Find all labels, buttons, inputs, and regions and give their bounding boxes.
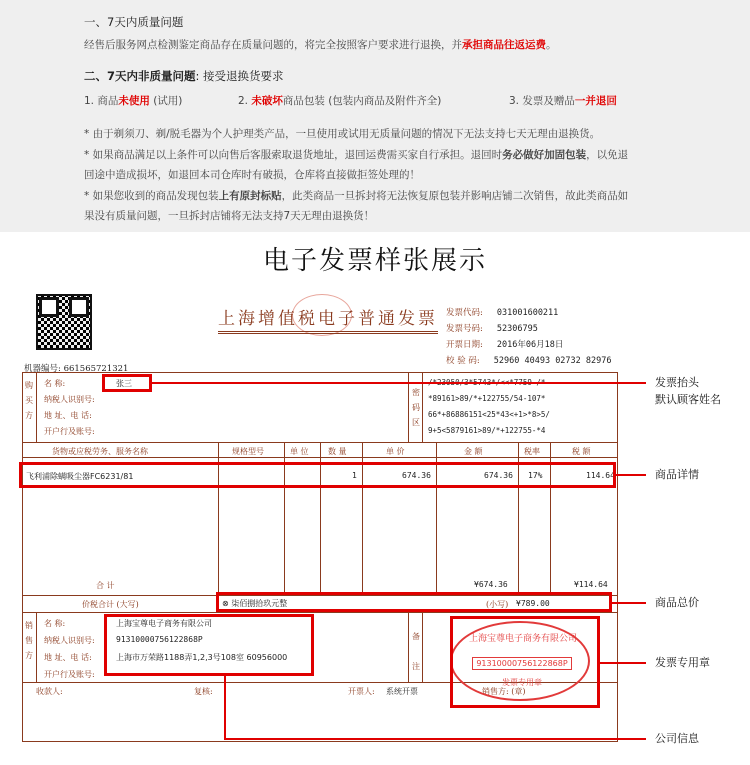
buyer-name: 张三 [116,379,132,388]
condition-2: 2. 未破坏商品包装 (包装内商品及附件齐全) [238,95,442,107]
stamp-highlight [450,616,600,708]
company-leader-line [224,738,646,740]
header-leader-line [152,382,646,384]
annotation-total: 商品总价 [655,596,699,609]
col-price: 单 价 [386,447,405,456]
invoice-date: 开票日期: 2016年06月18日 [446,340,564,350]
seller-address: 上海市万荣路1188弄1,2,3号108室 60956000 [116,653,288,662]
company-leader-vline [224,676,226,740]
drawer-name: 系统开票 [386,687,418,696]
subtotal-tax: ¥114.64 [574,580,608,589]
cipher-line-3: 66*+86886151<25*43<+1>*8>5/ [428,410,550,419]
total-lower: ¥789.00 [516,599,550,608]
note-3: * 如果您收到的商品发现包装上有原封标贴，此类商品一旦拆封将无法恢复原包装并影响店铺二次销售，故此类商品如 [84,190,629,202]
detail-leader-line [616,474,646,476]
col-amount: 金 额 [464,447,483,456]
item-name: 飞利浦除螨吸尘器FC6231/81 [26,472,134,481]
annotation-company: 公司信息 [655,732,699,745]
annotation-stamp: 发票专用章 [655,656,710,669]
cipher-line-2: *89161>89/*+122755/54-107* [428,394,546,403]
col-spec: 规格型号 [232,447,264,456]
subtotal-amount: ¥674.36 [474,580,508,589]
section1-title: 一、7天内质量问题 [84,15,184,29]
item-amount: 674.36 [484,471,513,480]
remark-side-label: 备注 [412,632,420,671]
item-price: 674.36 [402,471,431,480]
payee-label: 收款人: [36,687,63,696]
buyer-side-label: 购买方 [25,381,33,420]
col-qty: 数 量 [328,447,347,456]
item-tax: 114.64 [586,471,615,480]
item-rate: 17% [528,471,543,480]
page-heading: 电子发票样张展示 [262,246,487,276]
item-qty: 1 [352,471,357,480]
note-3-cont: 果没有质量问题，一旦拆封店铺将无法支持7天无理由退换货！ [84,210,375,222]
section1-highlight: 承担商品往返运费 [462,39,546,51]
cipher-line-4: 9+5<5879161>89/*+122755-*4 [428,426,546,435]
qr-code-icon [36,294,92,350]
reviewer-label: 复核: [194,687,213,696]
condition-1: 1. 商品未使用 (试用) [84,95,183,107]
invoice-title: 上海增值税电子普通发票 [218,304,438,329]
note-2: * 如果商品满足以上条件可以向售后客服索取退货地址，退回运费需买家自行承担。退回时务必做好加固包装，以免退 [84,149,629,161]
return-policy-panel [0,0,750,232]
annotation-detail: 商品详情 [655,468,699,481]
seller-side-label: 销售方 [25,621,33,660]
invoice-code: 发票代码: 031001600211 [446,308,559,318]
invoice-sample: 上海增值税电子普通发票 发票代码: 031001600211 发票号码: 52306795 开票日期: 2016年06月18日 校 验 码: 52960 40493 02732 82976 机器编号: 661565721321 购买方 密码区 名 称: 张三 纳税人识别号: 地 址、电 话: 开户行及账号: *89161>89/*+122755/54-107* 66*+86886151<25*43<+1>*8>5/ 9+5<5879161>89/*+122755-*4 货物或应税劳务、服务名称 规格型号 单 位 数 量 单 价 金 额 税率 税 额 飞利浦除螨吸尘器FC6231/81 1 674.36 674.36 17% 114.64 合 计 ¥674.36 ¥114.64 价税合计 (大写) ⊗ 柒佰捌拾玖元整 (小写) ¥789.00 销售方 备注 名 称: 上海宝尊电子商务有限公司 纳税人识别号: 91310000756122868P 地 址、电 话: 上海市万荣路1188弄1,2,3号108室 60956000 开户行及账号: 收款人: 复核: 开票人: 系统开票 销售方: (章) [22,290,618,765]
seller-stamp-label: 销售方: (章) [482,687,526,696]
section1-text: 经售后服务网点检测鉴定商品存在质量问题的，将完全按照客户要求进行退换，并承担商品往返运费。 [84,39,557,51]
note-2-cont: 回途中造成损坏，如退回本司仓库时有破损，仓库将直接做拒签处理的！ [84,169,420,181]
section2-title: 二、7天内非质量问题: 接受退换货要求 [84,69,284,83]
buyer-name-highlight [102,374,152,392]
total-label: 价税合计 (大写) [82,600,139,609]
annotation-header: 发票抬头 默认顾客姓名 [655,376,721,406]
col-name: 货物或应税劳务、服务名称 [52,447,148,456]
col-tax: 税 额 [572,447,591,456]
total-leader-line [612,602,646,604]
col-rate: 税率 [524,447,540,456]
stamp-number: 91310000756122868P [472,657,572,670]
invoice-number: 发票号码: 52306795 [446,324,538,334]
seller-name: 上海宝尊电子商务有限公司 [116,619,212,628]
machine-number: 机器编号: 661565721321 [24,364,129,374]
col-unit: 单 位 [290,447,309,456]
total-highlight [216,592,612,612]
item-detail-highlight [19,462,616,488]
stamp-text: 发票专用章 [502,678,542,687]
invoice-check-code: 校 验 码: 52960 40493 02732 82976 [446,356,612,366]
stamp-company: 上海宝尊电子商务有限公司 [468,634,577,644]
condition-3: 3. 发票及赠品一并退回 [509,95,617,107]
stamp-leader-line [600,662,646,664]
drawer-label: 开票人: [348,687,375,696]
subtotal-label: 合 计 [96,581,115,590]
total-upper: ⊗ 柒佰捌拾玖元整 [222,599,288,608]
cipher-side-label: 密码区 [412,388,420,427]
seller-tax-id: 91310000756122868P [116,635,203,644]
note-1: * 由于剃须刀、剃/脱毛器为个人护理类产品，一旦使用或试用无质量问题的情况下无法支持七天无理由退换货。 [84,128,601,140]
company-info-highlight [104,614,314,676]
